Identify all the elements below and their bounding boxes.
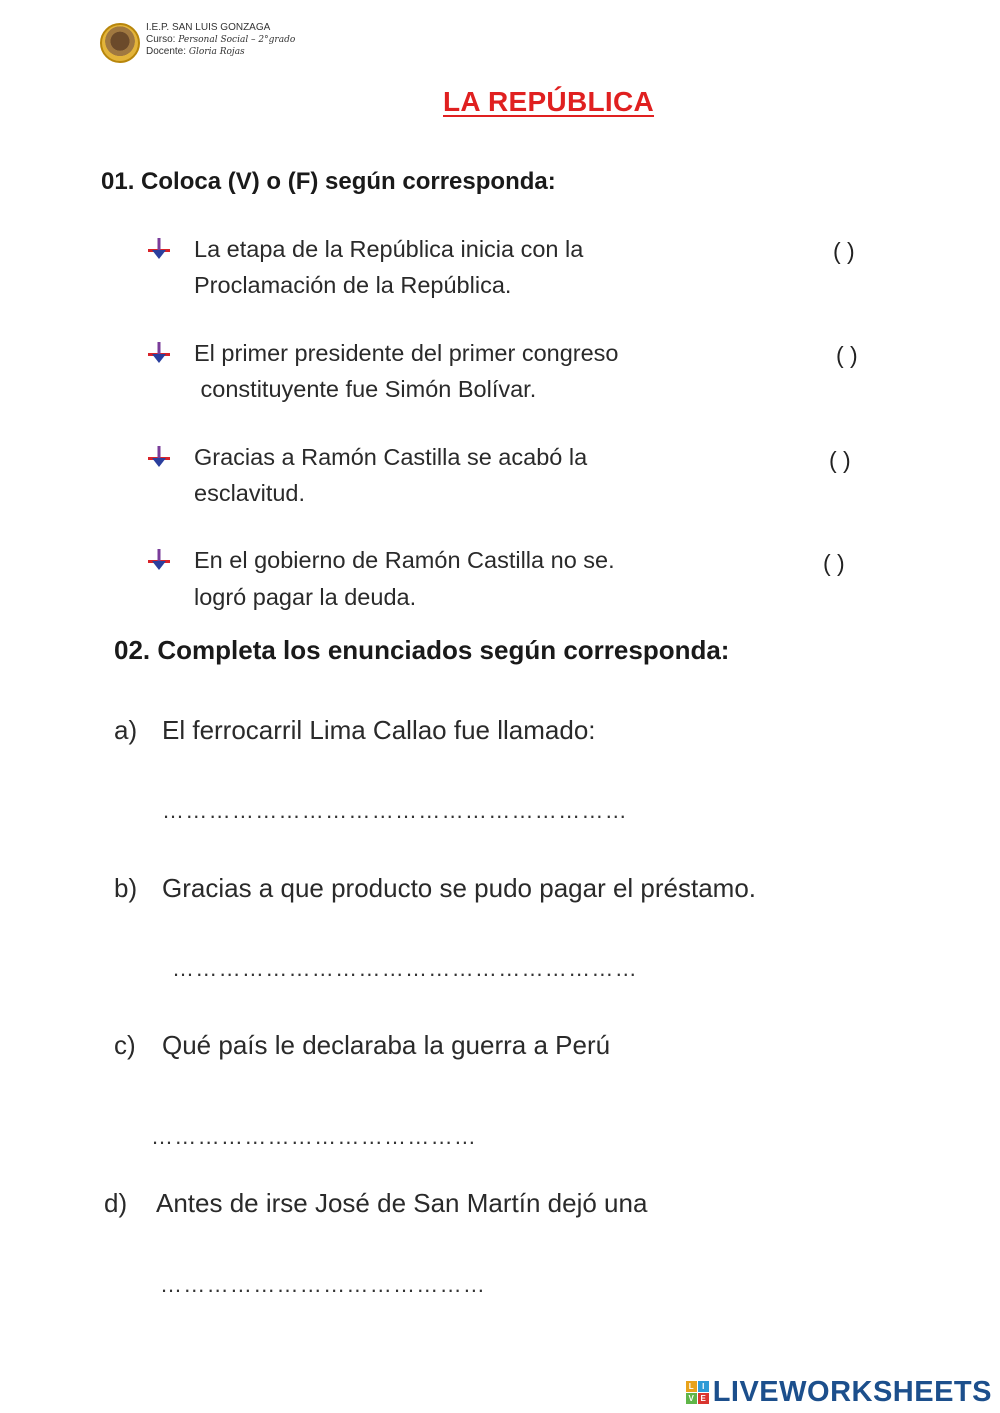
question-a-text: El ferrocarril Lima Callao fue llamado: bbox=[162, 715, 596, 745]
arrow-bullet-icon bbox=[148, 549, 170, 576]
logo-letter-e: E bbox=[698, 1393, 709, 1404]
tf-item-2-line1: El primer presidente del primer congreso bbox=[194, 340, 619, 366]
tf-item-1-line2: Proclamación de la República. bbox=[194, 272, 512, 298]
answer-d-blank[interactable]: …………………………………… bbox=[160, 1272, 487, 1297]
school-name: I.E.P. SAN LUIS GONZAGA bbox=[146, 22, 271, 33]
tf-item-4-line1: En el gobierno de Ramón Castilla no se. bbox=[194, 547, 615, 573]
logo-letter-i: I bbox=[698, 1381, 709, 1392]
teacher-label: Docente: bbox=[146, 46, 187, 57]
answer-b-blank[interactable]: …………………………………………………… bbox=[172, 956, 638, 981]
tf-item-3-line2: esclavitud. bbox=[194, 480, 306, 506]
question-c-text: Qué país le declaraba la guerra a Perú bbox=[162, 1030, 611, 1060]
page-title: LA REPÚBLICA bbox=[443, 86, 655, 117]
tf-answer-4-input[interactable]: ( ) bbox=[823, 550, 845, 576]
tf-item-3-line1: Gracias a Ramón Castilla se acabó la bbox=[194, 444, 588, 470]
tf-answer-1-input[interactable]: ( ) bbox=[833, 238, 855, 264]
liveworksheets-brand[interactable] bbox=[686, 1376, 992, 1409]
question-d-text: Antes de irse José de San Martín dejó una bbox=[156, 1188, 648, 1218]
answer-a-blank[interactable]: …………………………………………………… bbox=[162, 798, 628, 823]
logo-letter-v: V bbox=[686, 1393, 697, 1404]
course-value: Personal Social – 2°grado bbox=[178, 35, 296, 45]
question-b-letter: b) bbox=[114, 873, 138, 903]
question-c-letter: c) bbox=[114, 1030, 136, 1060]
liveworksheets-logo-icon bbox=[686, 1381, 709, 1404]
logo-letter-l: L bbox=[686, 1381, 697, 1392]
course-line bbox=[146, 34, 295, 46]
brand-text: LIVEWORKSHEETS bbox=[712, 1376, 992, 1408]
arrow-bullet-icon bbox=[148, 446, 170, 473]
question-d-letter: d) bbox=[104, 1188, 128, 1218]
tf-item-2-line2: constituyente fue Simón Bolívar. bbox=[194, 376, 537, 402]
tf-item-1-line1: La etapa de la República inicia con la bbox=[194, 236, 584, 262]
course-label: Curso: bbox=[146, 34, 176, 45]
section2-heading: 02. Completa los enunciados según corresponda: bbox=[114, 635, 730, 665]
tf-answer-3-input[interactable]: ( ) bbox=[829, 447, 851, 473]
tf-item-4-line2: logró pagar la deuda. bbox=[194, 584, 417, 610]
arrow-bullet-icon bbox=[148, 342, 170, 369]
question-a-letter: a) bbox=[114, 715, 138, 745]
teacher-value: Gloria Rojas bbox=[188, 47, 245, 57]
arrow-bullet-icon bbox=[148, 238, 170, 265]
teacher-line bbox=[146, 46, 245, 58]
section1-heading: 01. Coloca (V) o (F) según corresponda: bbox=[101, 168, 556, 195]
answer-c-blank[interactable]: …………………………………… bbox=[151, 1124, 478, 1149]
school-crest-logo bbox=[100, 23, 140, 63]
question-b-text: Gracias a que producto se pudo pagar el préstamo. bbox=[162, 873, 757, 903]
tf-answer-2-input[interactable]: ( ) bbox=[836, 342, 858, 368]
